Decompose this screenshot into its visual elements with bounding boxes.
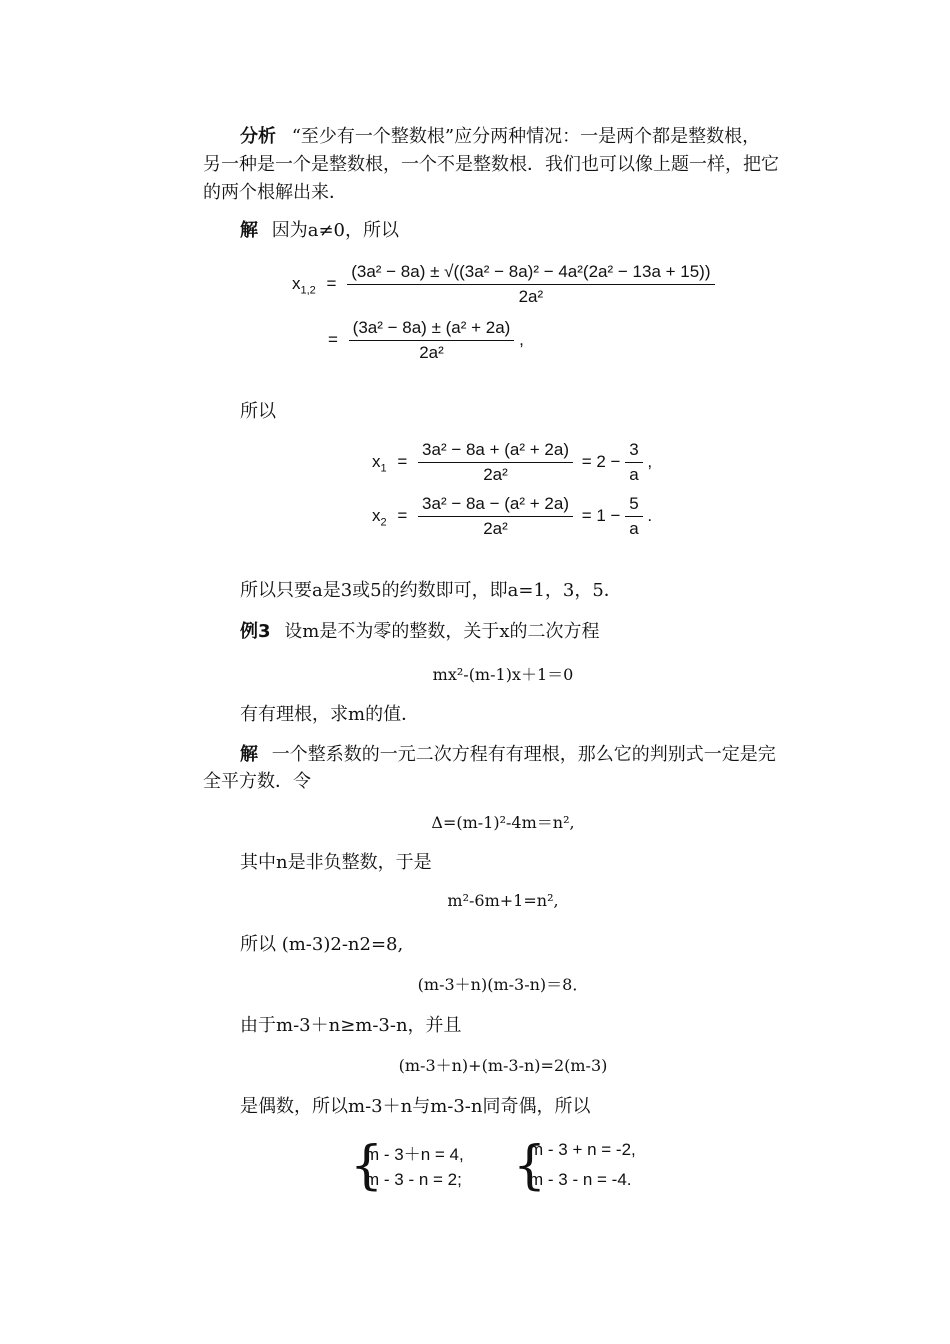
- roots-numerator-2: (3a² − 8a) ± (a² + 2a): [349, 318, 515, 341]
- x1-formula: $x_1$ = $\frac{\text{3a² − 8a + (a² + 2a)}}{\text{2a²}}$ = 2 − $\frac{3}{a}$ ,: [372, 440, 653, 484]
- x2-result-fraction: $\frac{5}{a}$: [625, 494, 642, 539]
- so-label-1: 所以: [240, 401, 276, 422]
- roots-fraction: [347, 262, 714, 307]
- roots-lhs: $x_{1,2}$: [292, 273, 316, 297]
- x1-fraction: [418, 440, 573, 485]
- roots-denominator: 2a²: [518, 287, 544, 306]
- example3-label: 例3: [240, 621, 271, 642]
- example3-ask: 有有理根，求m的值．: [240, 704, 420, 725]
- x1-result-fraction: $\frac{3}{a}$: [625, 440, 642, 485]
- example3-text: 设m是不为零的整数，关于x的二次方程: [284, 621, 600, 642]
- x1-denominator: 2a²: [483, 465, 508, 484]
- delta-equation: Δ=(m-1)²-4m＝n²,: [431, 813, 575, 832]
- roots-tail: ,: [519, 329, 524, 349]
- roots-fraction-2: [349, 318, 515, 363]
- solution2-text-1: 一个整系数的一元二次方程有有理根，那么它的判别式一定是完: [271, 744, 776, 765]
- roots-formula: [292, 262, 715, 307]
- solution2-line-2: 全平方数．令: [203, 771, 311, 792]
- equals-sign: =: [326, 273, 337, 293]
- roots-denominator-2: 2a²: [419, 343, 444, 362]
- system1-line-1: m - 3＋n = 4,: [365, 1145, 464, 1164]
- example3-line: [240, 618, 599, 646]
- x2-numerator: 3a² − 8a − (a² + 2a): [418, 494, 573, 517]
- x2-result-prefix: = 1 −: [581, 505, 621, 525]
- x1-lhs: $x_1$: [372, 451, 387, 475]
- solution2-label: 解: [240, 744, 258, 765]
- where-line: 其中n是非负整数，于是: [240, 852, 432, 873]
- analysis-line-1: [240, 123, 760, 151]
- parity-line: 是偶数，所以m-3＋n与m-3-n同奇偶，所以: [240, 1096, 591, 1117]
- so-line: 所以 (m-3)2-n2=8,: [240, 934, 404, 955]
- analysis-line-2: 另一种是一个是整数根，一个不是整数根．我们也可以像上题一样，把它: [203, 154, 779, 175]
- x1-result-prefix: = 2 −: [581, 451, 621, 471]
- analysis-line-3: 的两个根解出来．: [203, 182, 347, 203]
- equation-b: (m-3＋n)(m-3-n)＝8．: [417, 975, 589, 994]
- conclusion-1: 所以只要a是3或5的约数即可，即a=1，3，5．: [240, 580, 622, 601]
- analysis-text-1: “至少有一个整数根”应分两种情况：一是两个都是整数根，: [291, 126, 761, 147]
- system2-brace: {: [513, 1136, 547, 1196]
- solution1-label: 解: [240, 220, 258, 241]
- equation-c: (m-3＋n)+(m-3-n)=2(m-3): [398, 1056, 608, 1075]
- solution2-line-1: [240, 741, 776, 769]
- system2-line-1: m - 3 + n = -2,: [529, 1140, 636, 1159]
- roots-numerator: (3a² − 8a) ± √((3a² − 8a)² − 4a²(2a² − 13a + 15)): [347, 262, 714, 285]
- x2-fraction: [418, 494, 573, 539]
- example3-equation: mx²-(m-1)x＋1＝0: [432, 665, 574, 684]
- system1-brace: {: [350, 1136, 384, 1196]
- analysis-label: 分析: [240, 126, 276, 147]
- x2-formula: $x_2$ = $\frac{\text{3a² − 8a − (a² + 2a)}}{\text{2a²}}$ = 1 − $\frac{5}{a}$ .: [372, 494, 653, 538]
- roots-formula-simplified: [328, 318, 524, 363]
- solution1-line: [240, 217, 399, 245]
- solution1-text: 因为a≠0，所以: [271, 220, 399, 241]
- x2-lhs: $x_2$: [372, 505, 387, 529]
- equals-sign-2: =: [328, 329, 338, 349]
- x2-denominator: 2a²: [483, 519, 508, 538]
- system2-line-2: m - 3 - n = -4.: [529, 1170, 632, 1189]
- system1-line-2: m - 3 - n = 2;: [365, 1170, 462, 1189]
- x1-numerator: 3a² − 8a + (a² + 2a): [418, 440, 573, 463]
- equation-a: m²-6m+1=n²,: [447, 891, 559, 910]
- since-line: 由于m-3＋n≥m-3-n，并且: [240, 1015, 462, 1036]
